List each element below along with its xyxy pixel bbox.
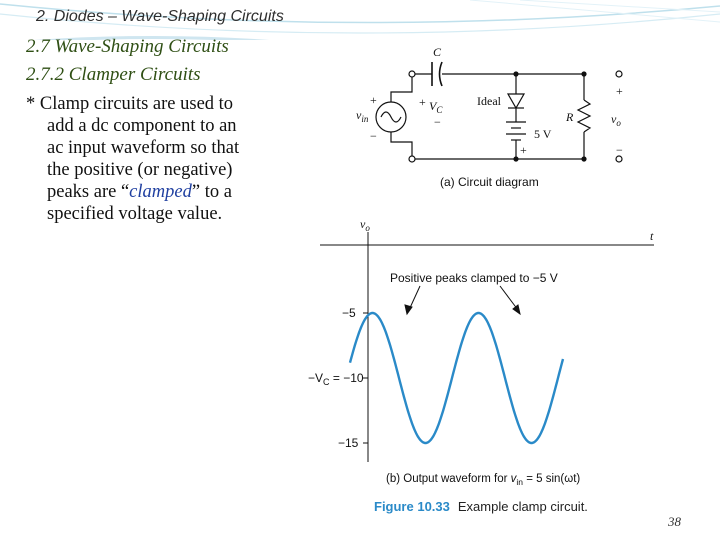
waveform-caption-suffix: = 5 sin(ωt) xyxy=(523,473,581,485)
vo-minus: − xyxy=(616,143,623,157)
arrow-1-head xyxy=(405,305,412,314)
bullet-line-2: add a dc component to an xyxy=(47,116,237,136)
capacitor-plate-right xyxy=(440,62,443,86)
vin-var: v xyxy=(356,108,362,122)
tick-vc-suffix: = −10 xyxy=(329,371,364,385)
y-axis-label xyxy=(360,217,370,233)
vo-sub: o xyxy=(616,118,621,128)
waveform-annotation: Positive peaks clamped to −5 V xyxy=(390,271,558,285)
vc-label xyxy=(429,99,443,115)
section-title: 2.7 Wave-Shaping Circuits xyxy=(26,36,229,57)
page-number: 38 xyxy=(668,514,681,529)
diode-label: Ideal xyxy=(477,94,501,108)
resistor-label: R xyxy=(566,110,574,124)
vin-sub: in xyxy=(361,114,369,124)
vo-plus: + xyxy=(616,84,623,98)
annotation-arrows xyxy=(405,286,520,314)
vc-plus: + xyxy=(419,95,426,109)
tick-vc-sub: C xyxy=(323,377,330,387)
vin-source-sine xyxy=(381,112,401,122)
bullet-text xyxy=(26,93,296,225)
battery-label: 5 V xyxy=(534,127,552,141)
output-waveform-line xyxy=(350,313,563,443)
terminal-out-top xyxy=(616,71,622,77)
junction-4 xyxy=(582,157,586,161)
clamped-word: clamped xyxy=(129,182,192,202)
vo-var: v xyxy=(611,112,617,126)
arrow-2-line xyxy=(500,286,518,310)
waveform-caption-var: v xyxy=(510,473,517,485)
vo-label xyxy=(611,112,621,128)
capacitor-label: C xyxy=(433,45,442,59)
waveform-axes xyxy=(320,232,654,462)
vin-label xyxy=(356,108,369,124)
wire-source-top xyxy=(391,74,412,102)
figure-caption xyxy=(374,499,588,514)
subsection-title: 2.7.2 Clamper Circuits xyxy=(26,64,201,85)
figure-caption-text: Example clamp circuit. xyxy=(457,499,588,514)
waveform-caption-prefix: (b) Output waveform for xyxy=(386,473,511,485)
y-axis-sub: o xyxy=(365,223,370,233)
circuit-labels xyxy=(356,45,623,189)
bullet-line-4: the positive (or negative) xyxy=(47,160,233,180)
vc-sub: C xyxy=(436,105,443,115)
vc-minus: − xyxy=(434,115,441,129)
vin-minus: − xyxy=(370,129,377,143)
waveform-caption xyxy=(386,473,580,487)
figure-number: Figure 10.33 xyxy=(374,499,450,514)
vin-plus: + xyxy=(370,93,377,107)
battery-plus: + xyxy=(520,143,527,157)
bullet-line-3: ac input waveform so that xyxy=(47,138,240,158)
tick-vc-prefix: −V xyxy=(308,371,324,385)
vc-var: V xyxy=(429,99,437,113)
x-axis-label: t xyxy=(650,229,654,243)
figure-panel xyxy=(306,42,668,520)
y-axis-var: v xyxy=(360,217,366,231)
circuit-diagram xyxy=(376,62,622,162)
figure-svg xyxy=(306,42,668,520)
bullet-line-1-text: Clamp circuits are used to xyxy=(39,94,234,114)
tick-label-neg5: −5 xyxy=(342,306,356,320)
bullet-line-5 xyxy=(26,181,296,203)
bullet-line-6: specified voltage value. xyxy=(47,204,223,224)
bullet-line-5-end: ” to a xyxy=(191,182,232,202)
terminal-in-bottom xyxy=(409,156,415,162)
junction-3 xyxy=(514,157,518,161)
wire-source-bottom xyxy=(391,132,412,159)
tick-label-vc xyxy=(308,371,364,387)
arrow-2-head xyxy=(513,305,520,314)
resistor-symbol xyxy=(578,100,590,132)
junction-1 xyxy=(514,72,518,76)
terminal-in-top xyxy=(409,71,415,77)
slide-header: 2. Diodes – Wave-Shaping Circuits xyxy=(36,8,284,25)
junction-2 xyxy=(582,72,586,76)
diode-symbol xyxy=(508,94,524,108)
bullet-line-1 xyxy=(26,93,296,115)
bullet-line-5-start: peaks are “ xyxy=(47,182,130,202)
tick-label-neg15: −15 xyxy=(338,436,359,450)
circuit-caption: (a) Circuit diagram xyxy=(440,175,539,189)
waveform-caption-sub: in xyxy=(516,477,523,487)
bullet-marker: * xyxy=(26,94,36,114)
waveform-labels xyxy=(308,217,654,487)
